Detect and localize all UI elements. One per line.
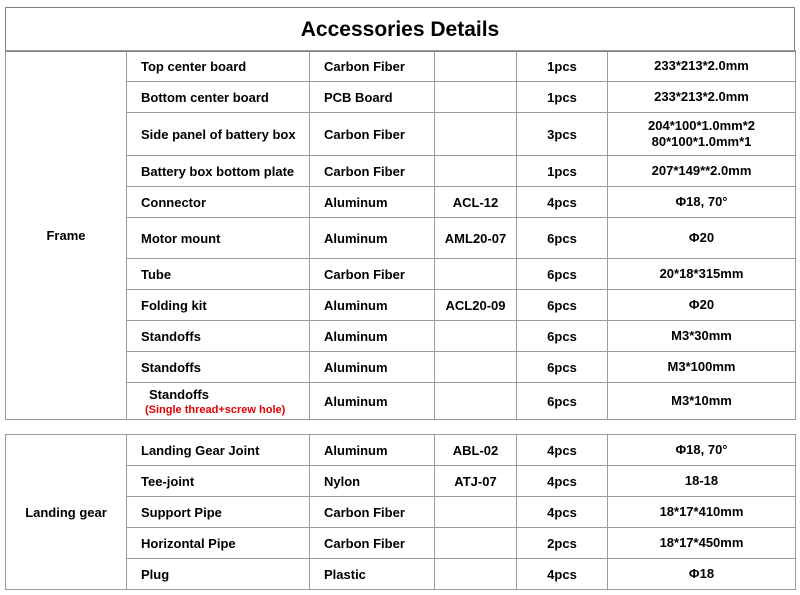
material: Aluminum bbox=[310, 435, 435, 466]
part-code: ACL20-09 bbox=[435, 290, 517, 321]
quantity: 3pcs bbox=[517, 113, 608, 156]
part-code bbox=[435, 352, 517, 383]
material: Carbon Fiber bbox=[310, 51, 435, 82]
part-name: Connector bbox=[127, 187, 310, 218]
specification bbox=[608, 352, 796, 383]
part-code bbox=[435, 497, 517, 528]
quantity: 4pcs bbox=[517, 497, 608, 528]
specification bbox=[608, 497, 796, 528]
frame-table-body bbox=[6, 51, 796, 420]
landing-gear-table bbox=[5, 434, 796, 590]
part-code bbox=[435, 113, 517, 156]
specification bbox=[608, 187, 796, 218]
group-label: Landing gear bbox=[6, 435, 127, 590]
quantity: 1pcs bbox=[517, 51, 608, 82]
material: Aluminum bbox=[310, 321, 435, 352]
part-name: Horizontal Pipe bbox=[127, 528, 310, 559]
specification-line: M3*100mm bbox=[667, 359, 736, 374]
specification bbox=[608, 528, 796, 559]
material: Carbon Fiber bbox=[310, 497, 435, 528]
part-name: Plug bbox=[127, 559, 310, 590]
part-name: Tee-joint bbox=[127, 466, 310, 497]
specification bbox=[608, 383, 796, 420]
quantity: 1pcs bbox=[517, 156, 608, 187]
specification bbox=[608, 466, 796, 497]
part-name: Standoffs bbox=[127, 321, 310, 352]
landing-gear-table-body bbox=[6, 435, 796, 590]
specification bbox=[608, 559, 796, 590]
part-name-cell bbox=[127, 383, 310, 420]
material: Plastic bbox=[310, 559, 435, 590]
group-label: Frame bbox=[6, 51, 127, 420]
quantity: 6pcs bbox=[517, 259, 608, 290]
part-name: Motor mount bbox=[127, 218, 310, 259]
specification bbox=[608, 321, 796, 352]
specification-line: Φ18 bbox=[688, 566, 715, 581]
specification-line: Φ18, 70° bbox=[675, 442, 728, 457]
quantity: 2pcs bbox=[517, 528, 608, 559]
part-name: Battery box bottom plate bbox=[127, 156, 310, 187]
specification-line: 80*100*1.0mm*1 bbox=[651, 134, 752, 149]
table-row bbox=[6, 435, 796, 466]
part-code: AML20-07 bbox=[435, 218, 517, 259]
part-code: ATJ-07 bbox=[435, 466, 517, 497]
part-code bbox=[435, 156, 517, 187]
part-note: (Single thread+screw hole) bbox=[145, 403, 286, 416]
specification bbox=[608, 290, 796, 321]
material: Aluminum bbox=[310, 290, 435, 321]
specification-line: 18*17*450mm bbox=[659, 535, 744, 550]
specification bbox=[608, 51, 796, 82]
part-code bbox=[435, 51, 517, 82]
material: Aluminum bbox=[310, 352, 435, 383]
specification-line: 204*100*1.0mm*2 bbox=[648, 118, 755, 133]
part-code bbox=[435, 383, 517, 420]
table-row bbox=[6, 51, 796, 82]
part-name: Landing Gear Joint bbox=[127, 435, 310, 466]
part-code bbox=[435, 528, 517, 559]
specification-line: 18*17*410mm bbox=[659, 504, 744, 519]
quantity: 4pcs bbox=[517, 559, 608, 590]
specification bbox=[608, 435, 796, 466]
specification-line: 20*18*315mm bbox=[659, 266, 744, 281]
specification bbox=[608, 156, 796, 187]
part-name: Tube bbox=[127, 259, 310, 290]
page-title: Accessories Details bbox=[6, 8, 795, 52]
material: Carbon Fiber bbox=[310, 528, 435, 559]
part-code: ABL-02 bbox=[435, 435, 517, 466]
specification-line: 207*149**2.0mm bbox=[651, 163, 752, 178]
part-code bbox=[435, 259, 517, 290]
specification-line: Φ20 bbox=[688, 230, 715, 245]
material: Carbon Fiber bbox=[310, 156, 435, 187]
part-name: Folding kit bbox=[127, 290, 310, 321]
part-code: ACL-12 bbox=[435, 187, 517, 218]
part-name: Standoffs bbox=[127, 352, 310, 383]
specification-line: Φ18, 70° bbox=[675, 194, 728, 209]
specification-line: M3*30mm bbox=[671, 328, 732, 343]
quantity: 4pcs bbox=[517, 435, 608, 466]
title-table bbox=[5, 7, 795, 52]
material: Aluminum bbox=[310, 187, 435, 218]
material: Carbon Fiber bbox=[310, 113, 435, 156]
specification-line: Φ20 bbox=[688, 297, 715, 312]
quantity: 1pcs bbox=[517, 82, 608, 113]
specification bbox=[608, 113, 796, 156]
specification bbox=[608, 218, 796, 259]
material: Aluminum bbox=[310, 218, 435, 259]
part-code bbox=[435, 559, 517, 590]
part-name: Bottom center board bbox=[127, 82, 310, 113]
quantity: 6pcs bbox=[517, 290, 608, 321]
specification-line: M3*10mm bbox=[671, 393, 732, 408]
part-name: Standoffs bbox=[149, 386, 209, 402]
quantity: 6pcs bbox=[517, 321, 608, 352]
part-name: Support Pipe bbox=[127, 497, 310, 528]
quantity: 6pcs bbox=[517, 383, 608, 420]
part-code bbox=[435, 321, 517, 352]
specification-line: 233*213*2.0mm bbox=[654, 89, 749, 104]
quantity: 6pcs bbox=[517, 218, 608, 259]
part-code bbox=[435, 82, 517, 113]
specification-line: 233*213*2.0mm bbox=[654, 58, 749, 73]
part-name: Top center board bbox=[127, 51, 310, 82]
material: Aluminum bbox=[310, 383, 435, 420]
specification bbox=[608, 82, 796, 113]
quantity: 6pcs bbox=[517, 352, 608, 383]
part-name: Side panel of battery box bbox=[127, 113, 310, 156]
material: Carbon Fiber bbox=[310, 259, 435, 290]
material: Nylon bbox=[310, 466, 435, 497]
quantity: 4pcs bbox=[517, 187, 608, 218]
frame-table bbox=[5, 50, 796, 420]
quantity: 4pcs bbox=[517, 466, 608, 497]
title-row bbox=[6, 8, 795, 52]
specification-line: 18-18 bbox=[684, 473, 719, 488]
material: PCB Board bbox=[310, 82, 435, 113]
specification bbox=[608, 259, 796, 290]
